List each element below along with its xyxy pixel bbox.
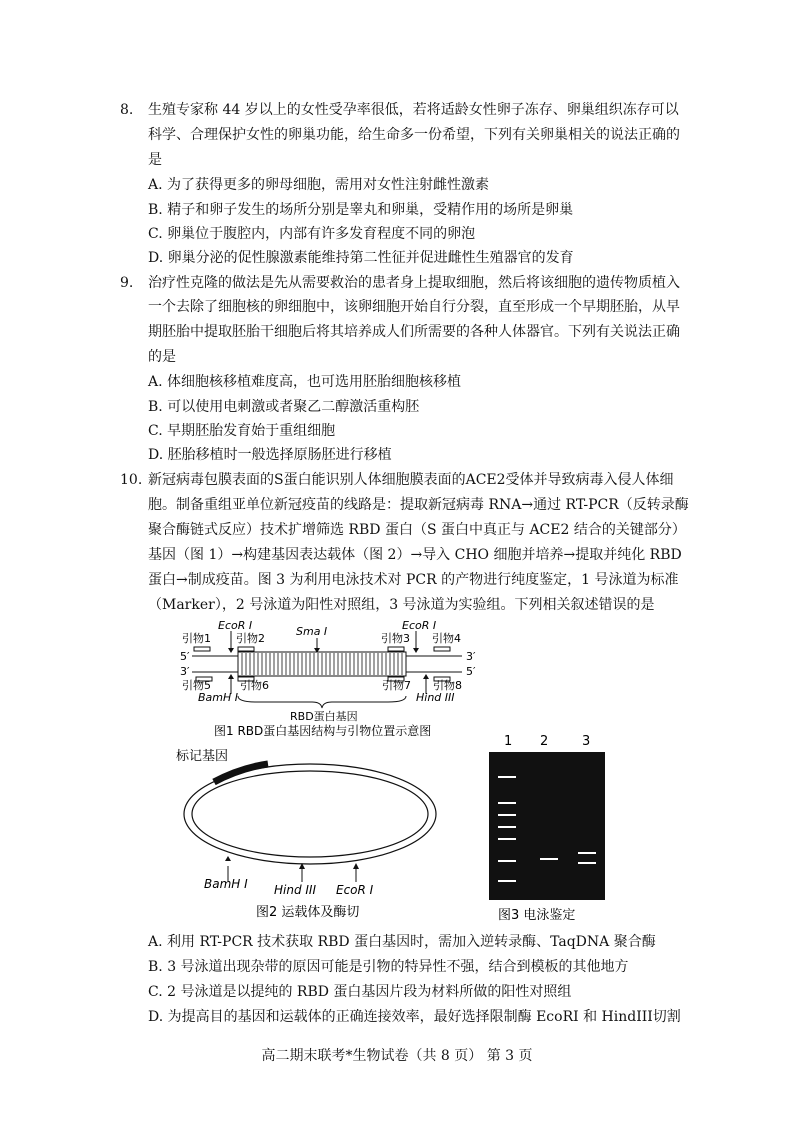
figure-3-caption: 图3 电泳鉴定 xyxy=(498,908,576,922)
figure-3-electrophoresis xyxy=(484,732,614,922)
question-10-stem-line-3: 聚合酶链式反应）技术扩增筛选 RBD 蛋白（S 蛋白中真正与 ACE2 结合的关键部分） xyxy=(148,522,686,538)
primer-4-label: 引物4 xyxy=(432,632,461,645)
question-9-option-d: D. 胚胎移植时一般选择原肠胚进行移植 xyxy=(148,447,392,463)
question-8-stem-line-1: 生殖专家称 44 岁以上的女性受孕率很低，若将适龄女性卵子冻存、卵巢组织冻存可以 xyxy=(148,102,679,118)
question-10-stem-line-5: 蛋白→制成疫苗。图 3 为利用电泳技术对 PCR 的产物进行纯度鉴定，1 号泳道为标准 xyxy=(148,572,679,588)
vector-ecor1-label: EcoR I xyxy=(336,883,374,897)
question-9-stem-line-1: 治疗性克隆的做法是先从需要救治的患者身上提取细胞，然后将该细胞的遗传物质植入 xyxy=(148,275,680,291)
question-number-10: 10. xyxy=(120,472,143,488)
primer-8-label: 引物8 xyxy=(433,679,462,692)
gel-band xyxy=(498,838,516,840)
figure-1-rbd-gene-diagram xyxy=(176,618,486,738)
question-10-option-b: B. 3 号泳道出现杂带的原因可能是引物的特异性不强，结合到模板的其他地方 xyxy=(148,959,629,975)
primer-1-label: 引物1 xyxy=(182,632,211,645)
marker-gene-label: 标记基因 xyxy=(176,749,229,764)
question-number-8: 8. xyxy=(120,102,134,118)
figure-2-vector-diagram xyxy=(170,744,470,926)
question-10-stem-line-1: 新冠病毒包膜表面的S蛋白能识别人体细胞膜表面的ACE2受体并导致病毒入侵人体细 xyxy=(148,472,674,488)
primer-5-label: 引物5 xyxy=(182,679,211,692)
primer-1-mark xyxy=(194,647,210,651)
question-9-stem-line-2: 一个去除了细胞核的卵细胞中，该卵细胞开始自行分裂，直至形成一个早期胚胎，从早 xyxy=(148,299,680,315)
question-8-stem-line-2: 科学、合理保护女性的卵巢功能，给生命多一份希望，下列有关卵巢相关的说法正确的 xyxy=(148,127,680,143)
question-9-option-a: A. 体细胞核移植难度高，也可选用胚胎细胞核移植 xyxy=(148,374,462,390)
primer-2-mark xyxy=(238,647,254,651)
strand-bottom-right-end: 5′ xyxy=(466,665,476,678)
gel-band xyxy=(498,880,516,882)
primer-4-mark xyxy=(434,647,450,651)
primer-3-mark xyxy=(388,647,404,651)
primer-7-label: 引物7 xyxy=(382,679,411,692)
primer-2-label: 引物2 xyxy=(236,632,265,645)
question-9-option-b: B. 可以使用电刺激或者聚乙二醇激活重构胚 xyxy=(148,399,420,415)
question-10-option-c: C. 2 号泳道是以提纯的 RBD 蛋白基因片段为材料所做的阳性对照组 xyxy=(148,984,572,1000)
enzyme-sma1-label: Sma I xyxy=(296,625,328,638)
question-8-stem-line-3: 是 xyxy=(148,152,162,168)
figure-1-caption: 图1 RBD蛋白基因结构与引物位置示意图 xyxy=(214,724,432,738)
question-10-option-d: D. 为提高目的基因和运载体的正确连接效率，最好选择限制酶 EcoRI 和 HindIII切割 xyxy=(148,1009,681,1025)
gel-band xyxy=(498,814,516,816)
gel-band xyxy=(498,826,516,828)
vector-bamh1-label: BamH I xyxy=(204,877,248,891)
gel-band xyxy=(498,776,516,778)
question-9-stem-line-3: 期胚胎中提取胚胎干细胞后将其培养成人们所需要的各种人体器官。下列有关说法正确 xyxy=(148,324,680,340)
question-10-stem-line-4: 基因（图 1）→构建基因表达载体（图 2）→导入 CHO 细胞并培养→提取并纯化 RBD xyxy=(148,547,682,563)
question-9-stem-line-4: 的是 xyxy=(148,349,176,365)
rbd-gene-label: RBD蛋白基因 xyxy=(290,710,358,723)
question-8-option-b: B. 精子和卵子发生的场所分别是睾丸和卵巢，受精作用的场所是卵巢 xyxy=(148,202,574,218)
figure-2-caption: 图2 运载体及酶切 xyxy=(256,905,360,920)
gel-band xyxy=(578,852,596,854)
question-9-option-c: C. 早期胚胎发育始于重组细胞 xyxy=(148,423,336,439)
lane-1-label: 1 xyxy=(504,734,513,749)
primer-3-label: 引物3 xyxy=(381,632,410,645)
enzyme-bamh1-label: BamH I xyxy=(198,691,239,704)
gel-band xyxy=(498,802,516,804)
lane-2-label: 2 xyxy=(540,734,549,749)
gel-band xyxy=(578,862,596,864)
strand-top-right-end: 3′ xyxy=(466,650,476,663)
question-8-option-a: A. 为了获得更多的卵母细胞，需用对女性注射雌性激素 xyxy=(148,177,490,193)
vector-hind3-label: Hind III xyxy=(274,883,317,897)
gene-brace xyxy=(238,696,406,708)
gel-band xyxy=(540,858,558,860)
strand-bottom-left-end: 3′ xyxy=(180,665,190,678)
question-10-stem-line-6: （Marker），2 号泳道为阳性对照组，3 号泳道为实验组。下列相关叙述错误的是 xyxy=(148,597,655,613)
enzyme-ecor1-left-label: EcoR I xyxy=(218,619,253,632)
question-8-option-d: D. 卵巢分泌的促性腺激素能维持第二性征并促进雌性生殖器官的发育 xyxy=(148,250,574,266)
primer-6-label: 引物6 xyxy=(240,679,269,692)
enzyme-hind3-label: Hind III xyxy=(416,691,455,704)
strand-top-left-end: 5′ xyxy=(180,650,190,663)
gel-band xyxy=(498,860,516,862)
enzyme-ecor1-right-label: EcoR I xyxy=(402,619,437,632)
page-footer: 高二期末联考*生物试卷（共 8 页） 第 3 页 xyxy=(261,1048,533,1064)
lane-3-label: 3 xyxy=(582,734,591,749)
question-10-option-a: A. 利用 RT-PCR 技术获取 RBD 蛋白基因时，需加入逆转录酶、TaqDNA 聚合酶 xyxy=(148,934,656,950)
question-number-9: 9. xyxy=(120,275,134,291)
plasmid-inner-ring xyxy=(192,771,428,857)
question-10-stem-line-2: 胞。制备重组亚单位新冠疫苗的线路是：提取新冠病毒 RNA→通过 RT-PCR（反转录酶 xyxy=(148,497,689,513)
question-8-option-c: C. 卵巢位于腹腔内，内部有许多发育程度不同的卵泡 xyxy=(148,226,476,242)
